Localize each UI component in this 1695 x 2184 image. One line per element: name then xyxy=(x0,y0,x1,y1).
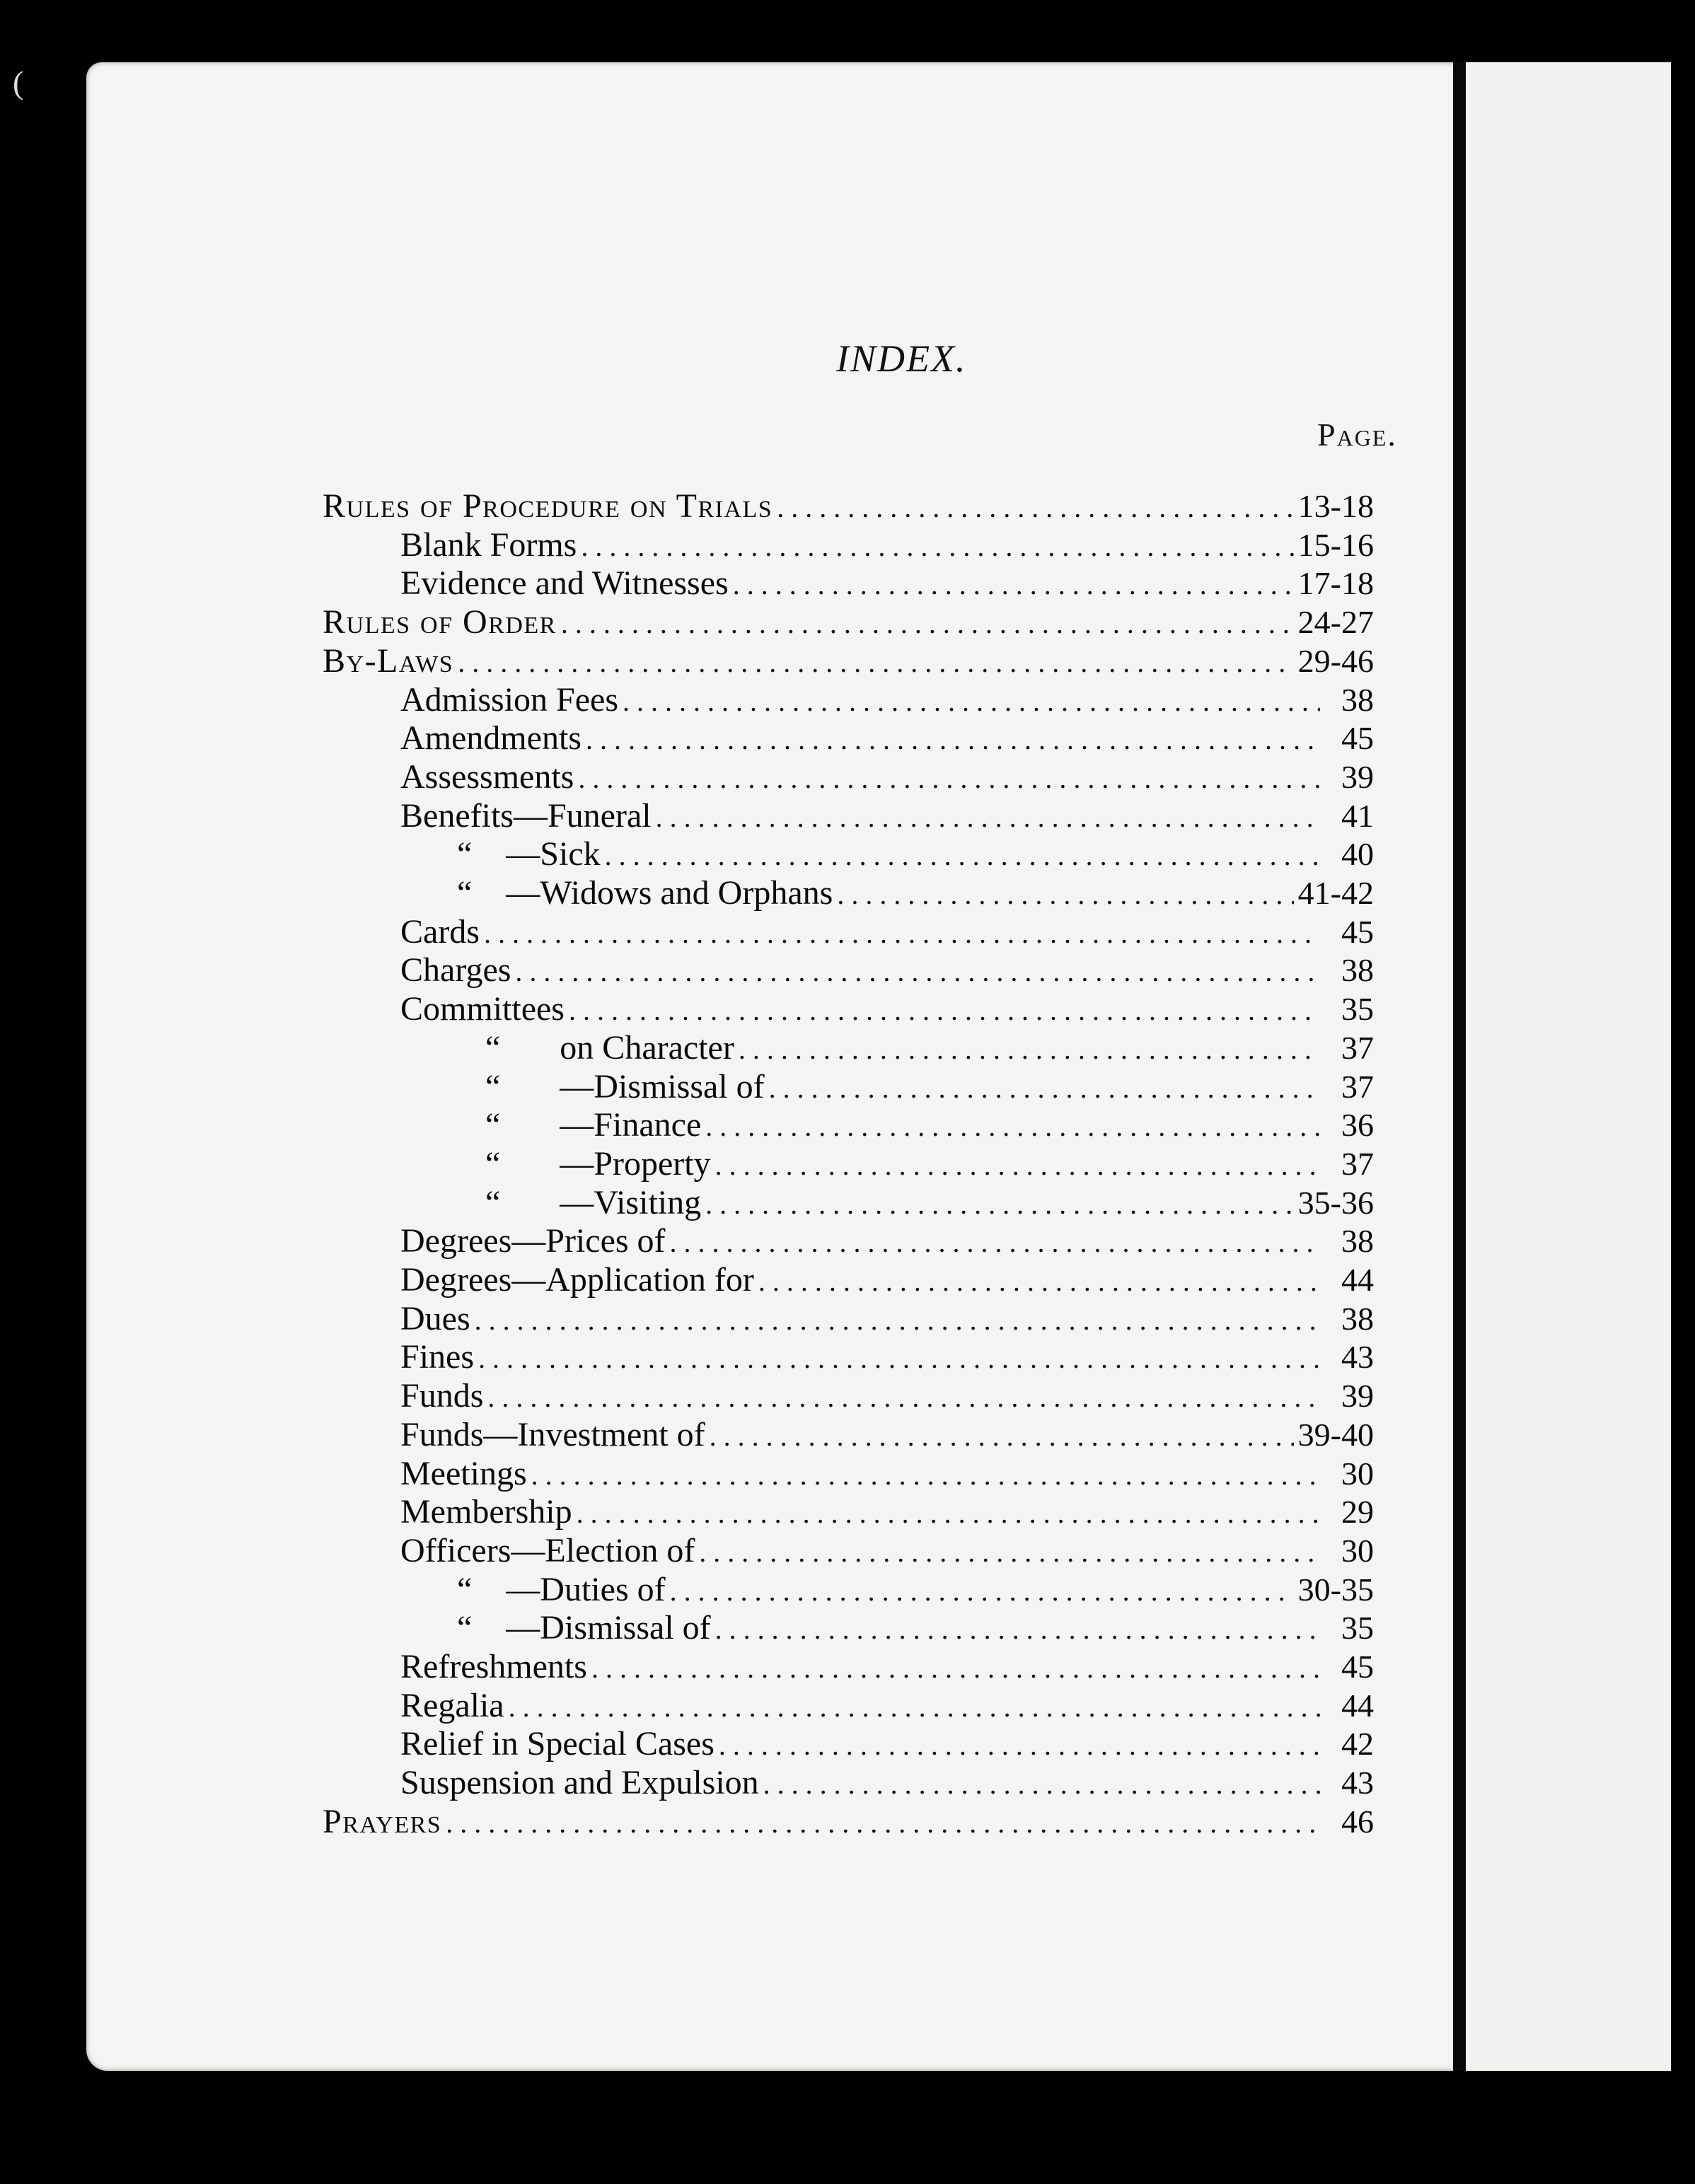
entry-page-number: 38 xyxy=(1341,681,1374,718)
dot-leader xyxy=(837,878,1293,911)
entry-label: Committees xyxy=(400,990,565,1028)
index-entry xyxy=(400,1337,1374,1377)
index-entry xyxy=(323,641,1374,681)
entry-label: Degrees—Application for xyxy=(400,1261,754,1299)
dot-leader xyxy=(578,762,1320,795)
index-entry xyxy=(457,1570,1374,1610)
entry-page-number: 41-42 xyxy=(1297,875,1374,911)
entry-label: Admission Fees xyxy=(400,680,619,719)
entry-page-number: 35-36 xyxy=(1297,1184,1374,1221)
entry-page-number: 45 xyxy=(1341,913,1374,950)
dot-leader xyxy=(710,1419,1294,1453)
dot-leader xyxy=(484,917,1320,950)
index-entry xyxy=(400,1763,1374,1803)
entry-label: By-Laws xyxy=(323,641,454,680)
entry-label: Benefits—Funeral xyxy=(400,796,652,835)
entry-label: Membership xyxy=(400,1493,572,1531)
dot-leader xyxy=(623,685,1320,718)
entry-page-number: 38 xyxy=(1341,1300,1374,1337)
dot-leader xyxy=(577,1497,1320,1530)
entry-label: “ on Character xyxy=(485,1028,734,1067)
entry-page-number: 29 xyxy=(1341,1494,1374,1530)
dot-leader xyxy=(719,1729,1320,1762)
index-entry xyxy=(400,1415,1374,1455)
entry-page-number: 30 xyxy=(1341,1455,1374,1492)
entry-page-number: 35 xyxy=(1341,1610,1374,1646)
dot-leader xyxy=(715,1613,1320,1646)
dot-leader xyxy=(458,646,1293,679)
index-entry xyxy=(485,1105,1374,1145)
dot-leader xyxy=(769,1071,1320,1105)
index-entry xyxy=(400,796,1374,836)
entry-label: Rules of Procedure on Trials xyxy=(323,487,773,525)
entry-page-number: 44 xyxy=(1341,1687,1374,1724)
entry-label: “ —Dismissal of xyxy=(485,1067,765,1105)
entry-page-number: 43 xyxy=(1341,1765,1374,1801)
entry-page-number: 38 xyxy=(1341,952,1374,989)
index-entry xyxy=(400,1647,1374,1687)
dot-leader xyxy=(446,1806,1320,1840)
index-entry xyxy=(457,1608,1374,1648)
dot-leader xyxy=(515,955,1320,988)
entry-page-number: 39 xyxy=(1341,1378,1374,1415)
entry-page-number: 39-40 xyxy=(1297,1416,1374,1453)
dot-leader xyxy=(733,568,1294,601)
dot-leader xyxy=(705,1187,1294,1221)
index-entry xyxy=(400,912,1374,952)
index-entry xyxy=(400,989,1374,1029)
entry-label: “ —Dismissal of xyxy=(457,1609,711,1647)
entry-label: “ —Widows and Orphans xyxy=(457,874,833,912)
entry-page-number: 42 xyxy=(1341,1726,1374,1762)
entry-page-number: 38 xyxy=(1341,1223,1374,1260)
index-entry xyxy=(400,1454,1374,1494)
index-entry xyxy=(485,1144,1374,1184)
corner-mark: ( xyxy=(13,64,24,100)
entry-page-number: 45 xyxy=(1341,720,1374,757)
page-title: INDEX. xyxy=(836,337,967,380)
entry-page-number: 39 xyxy=(1341,758,1374,795)
entry-label: Prayers xyxy=(323,1802,442,1840)
entry-label: Rules of Order xyxy=(323,603,557,641)
entry-label: Fines xyxy=(400,1338,475,1376)
entry-label: “ —Visiting xyxy=(485,1183,702,1221)
index-entry xyxy=(323,487,1374,526)
page-column-heading: Page. xyxy=(1317,417,1397,453)
entry-label: Degrees—Prices of xyxy=(400,1222,666,1260)
entry-label: “ —Finance xyxy=(485,1106,702,1144)
dot-leader xyxy=(581,530,1293,563)
entry-label: Blank Forms xyxy=(400,525,577,564)
index-entry xyxy=(457,873,1374,913)
entry-page-number: 15-16 xyxy=(1297,526,1374,563)
entry-page-number: 44 xyxy=(1341,1262,1374,1298)
entry-label: Assessments xyxy=(400,757,574,796)
index-entry xyxy=(400,1724,1374,1764)
entry-label: Officers—Election of xyxy=(400,1531,695,1569)
entry-page-number: 30-35 xyxy=(1297,1571,1374,1608)
entry-label: Refreshments xyxy=(400,1648,587,1685)
entry-page-number: 30 xyxy=(1341,1532,1374,1569)
index-entry xyxy=(485,1067,1374,1107)
entry-page-number: 37 xyxy=(1341,1029,1374,1066)
entry-page-number: 13-18 xyxy=(1297,488,1374,524)
index-entry xyxy=(400,1531,1374,1571)
dot-leader xyxy=(739,1033,1320,1066)
entry-page-number: 17-18 xyxy=(1297,565,1374,602)
index-entry xyxy=(485,1183,1374,1223)
entry-page-number: 29-46 xyxy=(1297,642,1374,679)
entry-label: Amendments xyxy=(400,719,582,757)
entry-page-number: 35 xyxy=(1341,991,1374,1028)
dot-leader xyxy=(487,1381,1320,1414)
index-entry xyxy=(400,564,1374,603)
entry-label: Funds xyxy=(400,1377,484,1415)
entry-page-number: 45 xyxy=(1341,1649,1374,1685)
dot-leader xyxy=(699,1535,1320,1569)
dot-leader xyxy=(758,1265,1320,1298)
entry-label: Regalia xyxy=(400,1686,504,1724)
entry-label: Charges xyxy=(400,951,511,989)
index-entry xyxy=(400,1492,1374,1532)
index-entry xyxy=(400,757,1374,797)
entry-page-number: 37 xyxy=(1341,1068,1374,1105)
dot-leader xyxy=(531,1458,1320,1492)
dot-leader xyxy=(656,801,1320,834)
entry-page-number: 41 xyxy=(1341,797,1374,834)
index-entry xyxy=(400,680,1374,720)
entry-label: “ —Sick xyxy=(457,835,601,873)
dot-leader xyxy=(509,1690,1320,1724)
entry-page-number: 24-27 xyxy=(1297,604,1374,641)
dot-leader xyxy=(777,491,1293,524)
entry-label: Cards xyxy=(400,912,480,951)
dot-leader xyxy=(591,1651,1320,1685)
index-entry xyxy=(400,719,1374,758)
dot-leader xyxy=(670,1574,1294,1608)
index-page xyxy=(86,62,1529,2071)
entry-page-number: 40 xyxy=(1341,836,1374,873)
entry-label: Suspension and Expulsion xyxy=(400,1764,759,1802)
entry-label: Evidence and Witnesses xyxy=(400,564,729,603)
dot-leader xyxy=(569,994,1320,1027)
index-entry xyxy=(323,1802,1374,1842)
entry-label: Dues xyxy=(400,1299,470,1337)
dot-leader xyxy=(586,723,1320,756)
entry-label: Funds—Investment of xyxy=(400,1415,705,1453)
entry-page-number: 37 xyxy=(1341,1145,1374,1182)
dot-leader xyxy=(478,1342,1320,1375)
index-entries xyxy=(86,62,1529,2071)
index-entry xyxy=(400,1686,1374,1726)
entry-label: “ —Duties of xyxy=(457,1570,666,1608)
index-entry xyxy=(400,1221,1374,1261)
dot-leader xyxy=(705,1110,1320,1143)
entry-page-number: 46 xyxy=(1341,1803,1374,1840)
index-entry xyxy=(400,951,1374,990)
dot-leader xyxy=(475,1303,1320,1337)
dot-leader xyxy=(605,839,1320,872)
dot-leader xyxy=(561,607,1294,640)
index-entry xyxy=(400,525,1374,565)
entry-label: Meetings xyxy=(400,1454,527,1492)
entry-label: Relief in Special Cases xyxy=(400,1725,715,1763)
dot-leader xyxy=(763,1767,1320,1801)
index-entry xyxy=(323,603,1374,642)
dot-leader xyxy=(670,1226,1320,1259)
facing-page-edge xyxy=(1453,62,1671,2071)
entry-page-number: 43 xyxy=(1341,1339,1374,1376)
index-entry xyxy=(457,835,1374,874)
entry-label: “ —Property xyxy=(485,1144,711,1183)
dot-leader xyxy=(715,1149,1320,1182)
index-entry xyxy=(400,1260,1374,1300)
index-entry xyxy=(400,1299,1374,1339)
index-entry xyxy=(485,1028,1374,1068)
entry-page-number: 36 xyxy=(1341,1107,1374,1144)
index-entry xyxy=(400,1376,1374,1416)
